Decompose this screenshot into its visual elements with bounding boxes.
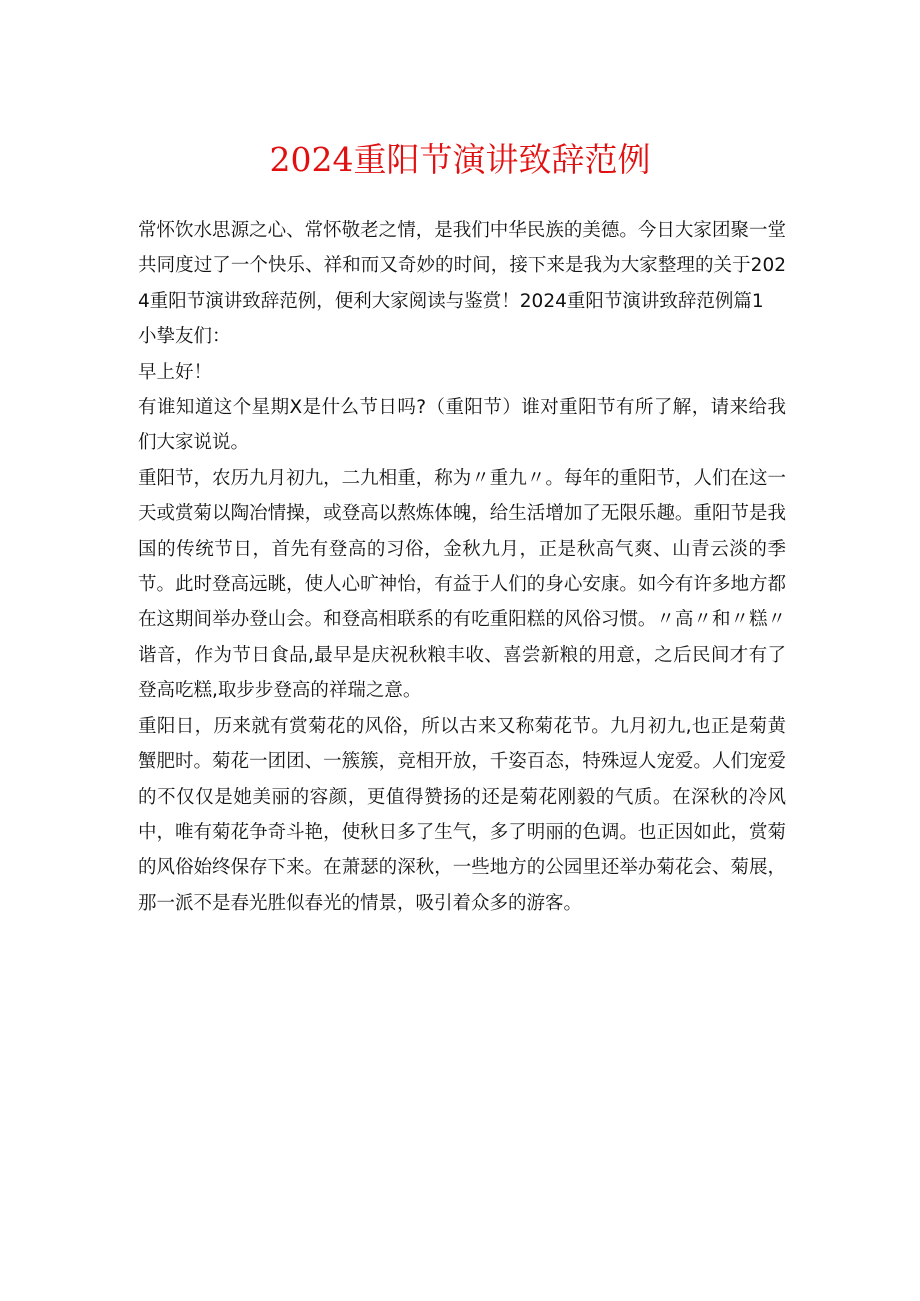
paragraph-climbing-custom: 重阳节，农历九月初九，二九相重，称为〃重九〃。每年的重阳节，人们在这一天或赏菊以陶冶情操，或登高以熬炼体魄，给生活增加了无限乐趣。重阳节是我国的传统节日，首先有登高的习俗，金秋九月，正是秋高气爽、山青云淡的季节。此时登高远眺，使人心旷神怡，有益于人们的身心安康。如今有许多地方都在这期间举办登山会。和登高相联系的有吃重阳糕的风俗习惯。〃高〃和〃糕〃谐音，作为节日食品,最早是庆祝秋粮丰收、喜尝新粮的用意，之后民间才有了登高吃糕,取步步登高的祥瑞之意。: [138, 467, 786, 702]
paragraph-intro: 常怀饮水思源之心、常怀敬老之情，是我们中华民族的美德。今日大家团聚一堂共同度过了一个快乐、祥和而又奇妙的时间，接下来是我为大家整理的关于2024重阳节演讲致辞范例，便利大家阅读与鉴赏！2024重阳节演讲致辞范例篇1: [138, 220, 786, 312]
paragraph-greeting: 早上好！: [138, 361, 213, 383]
document-body: [138, 213, 786, 921]
paragraph-salutation: 小挚友们：: [138, 326, 231, 348]
document-title: 2024重阳节演讲致辞范例: [269, 140, 651, 179]
paragraph-question: 有谁知道这个星期X是什么节日吗?（重阳节）谁对重阳节有所了解，请来给我们大家说说。: [138, 397, 786, 454]
paragraph-chrysanthemum-custom: 重阳日，历来就有赏菊花的风俗，所以古来又称菊花节。九月初九,也正是菊黄蟹肥时。菊花一团团、一簇簇，竞相开放，千姿百态，特殊逗人宠爱。人们宠爱的不仅仅是她美丽的容颜，更值得赞扬的还是菊花刚毅的气质。在深秋的冷风中，唯有菊花争奇斗艳，使秋日多了生气，多了明丽的色调。也正因如此，赏菊的风俗始终保存下来。在萧瑟的深秋，一些地方的公园里还举办菊花会、菊展，那一派不是春光胜似春光的情景，吸引着众多的游客。: [138, 715, 786, 914]
